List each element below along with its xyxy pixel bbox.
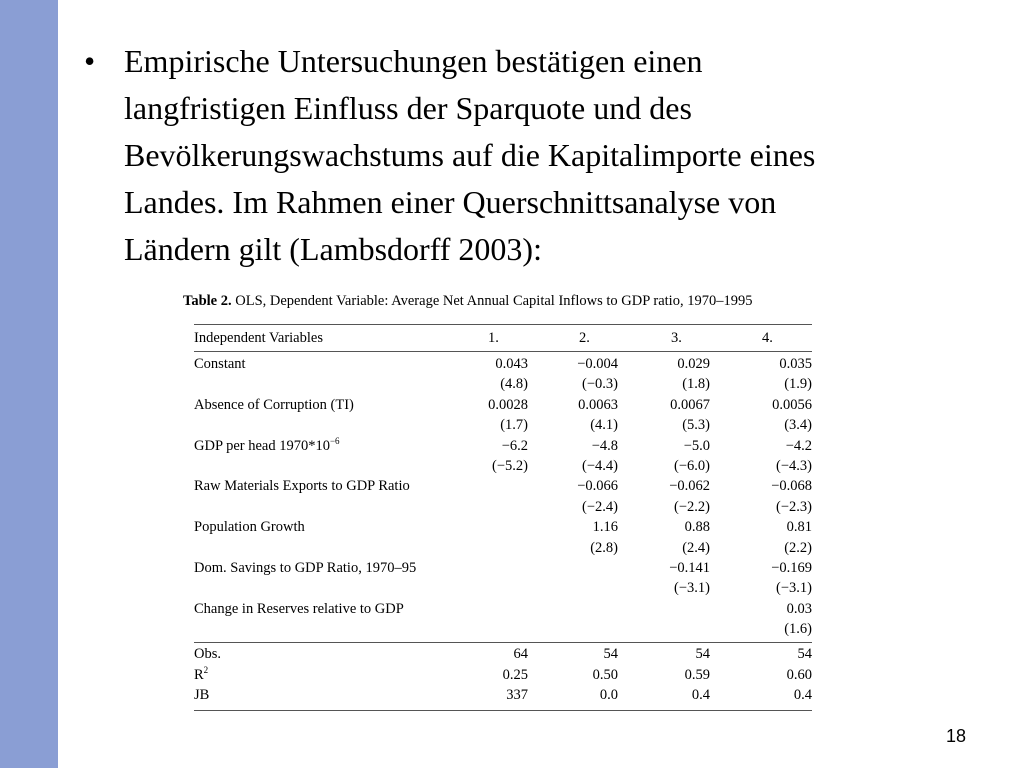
cell-model-3: −5.0 [683, 437, 710, 454]
cell-model-4: −0.068 [771, 478, 812, 495]
table-row [194, 476, 812, 496]
table-row [194, 374, 812, 394]
table-row [194, 665, 812, 685]
cell-model-4: (3.4) [784, 417, 812, 434]
bullet-line: Bevölkerungswachstums auf die Kapitalimporte eines [124, 137, 816, 173]
table-row [194, 456, 812, 476]
header-col-2: 2. [579, 330, 590, 346]
table-row [194, 415, 812, 435]
bullet-icon: • [84, 43, 96, 79]
cell-model-1: 0.25 [502, 666, 528, 683]
cell-model-2: −0.004 [577, 356, 618, 372]
table-row [194, 644, 812, 664]
header-col-4: 4. [762, 330, 773, 346]
table-row [194, 538, 812, 558]
cell-model-4: (−2.3) [776, 498, 812, 515]
table-row [194, 497, 812, 517]
row-label [194, 354, 246, 374]
row-label [194, 599, 404, 619]
cell-model-2: (4.1) [590, 417, 618, 434]
cell-model-2: −4.8 [591, 437, 618, 454]
cell-model-4: 0.035 [779, 356, 812, 372]
cell-model-4: (−3.1) [776, 580, 812, 597]
cell-model-3: (−3.1) [674, 580, 710, 597]
table-rule-bottom [194, 710, 812, 711]
cell-model-4: 0.4 [793, 687, 812, 704]
regression-table [183, 288, 823, 704]
row-label [194, 436, 340, 456]
cell-model-2: 1.16 [592, 519, 618, 536]
cell-model-4: 0.0056 [772, 396, 812, 413]
cell-model-3: (1.8) [682, 376, 710, 393]
table-rule-body [194, 642, 812, 643]
row-label [194, 665, 208, 685]
row-label-text: Population Growth [194, 519, 305, 536]
table-header-row [194, 325, 812, 351]
cell-model-1: 337 [506, 687, 528, 704]
cell-model-1: 0.0028 [488, 396, 528, 413]
table-row [194, 619, 812, 639]
cell-model-3: −0.141 [669, 559, 710, 576]
cell-model-4: −4.2 [785, 437, 812, 454]
cell-model-2: 0.0063 [578, 396, 618, 413]
cell-model-3: 0.88 [684, 519, 710, 536]
row-label-text: Raw Materials Exports to GDP Ratio [194, 478, 410, 495]
cell-model-1: (1.7) [500, 417, 528, 434]
cell-model-2: −0.066 [577, 478, 618, 495]
row-label-text: R [194, 666, 204, 683]
row-label-text: Absence of Corruption (TI) [194, 396, 354, 413]
row-label [194, 558, 416, 578]
cell-model-1: 64 [513, 646, 528, 663]
cell-model-3: (−6.0) [674, 457, 710, 474]
cell-model-4: (1.9) [784, 376, 812, 393]
row-label [194, 395, 354, 415]
bullet-line: Empirische Untersuchungen bestätigen einen [124, 43, 703, 79]
cell-model-1: 0.043 [495, 356, 528, 372]
header-col-1: 1. [488, 330, 499, 346]
row-label-text: Obs. [194, 646, 221, 663]
table-caption-label: Table 2. [183, 293, 232, 309]
table-rule-header [194, 351, 812, 352]
slide-side-bar [0, 0, 58, 768]
row-label-superscript: −6 [329, 435, 340, 446]
table-row [194, 599, 812, 619]
bullet-line: Landes. Im Rahmen einer Querschnittsanalyse von [124, 184, 777, 220]
table-row [194, 395, 812, 415]
header-col-3: 3. [671, 330, 682, 346]
table-caption [183, 288, 823, 314]
cell-model-1: (4.8) [500, 376, 528, 393]
row-label [194, 476, 410, 496]
row-label-text: Change in Reserves relative to GDP [194, 600, 404, 617]
cell-model-2: 0.50 [592, 666, 618, 683]
cell-model-3: 0.0067 [670, 396, 710, 413]
table-row [194, 517, 812, 537]
cell-model-3: 0.029 [677, 356, 710, 372]
cell-model-4: (2.2) [784, 539, 812, 556]
cell-model-4: 0.81 [786, 519, 812, 536]
row-label [194, 644, 221, 664]
cell-model-3: 0.4 [691, 687, 710, 704]
cell-model-4: (−4.3) [776, 457, 812, 474]
cell-model-2: (−4.4) [582, 457, 618, 474]
cell-model-4: −0.169 [771, 559, 812, 576]
cell-model-4: 0.03 [786, 600, 812, 617]
page-number: 18 [946, 726, 967, 746]
table-body [194, 354, 812, 639]
cell-model-2: (−2.4) [582, 498, 618, 515]
header-label: Independent Variables [194, 330, 323, 346]
cell-model-1: (−5.2) [492, 457, 528, 474]
cell-model-4: 54 [797, 646, 812, 663]
cell-model-3: (5.3) [682, 417, 710, 434]
table-footer [194, 644, 812, 705]
cell-model-2: 0.0 [599, 687, 618, 704]
row-label-text: GDP per head 1970*10 [194, 437, 330, 454]
table-row [194, 436, 812, 456]
cell-model-3: (−2.2) [674, 498, 710, 515]
cell-model-3: (2.4) [682, 539, 710, 556]
table-grid [194, 324, 812, 711]
cell-model-3: −0.062 [669, 478, 710, 495]
bullet-line: langfristigen Einfluss der Sparquote und des [124, 90, 692, 126]
cell-model-2: 54 [603, 646, 618, 663]
table-caption-text: OLS, Dependent Variable: Average Net Annual Capital Inflows to GDP ratio, 1970–1995 [235, 293, 753, 309]
cell-model-2: (2.8) [590, 539, 618, 556]
table-row [194, 578, 812, 598]
bullet-text [124, 38, 1004, 273]
cell-model-4: 0.60 [786, 666, 812, 683]
table-row [194, 558, 812, 578]
row-label [194, 517, 305, 537]
table-row [194, 685, 812, 705]
row-label-text: Dom. Savings to GDP Ratio, 1970–95 [194, 559, 417, 576]
table-row [194, 354, 812, 374]
cell-model-3: 54 [695, 646, 710, 663]
bullet-line: Ländern gilt (Lambsdorff 2003): [124, 231, 542, 267]
row-label-text: JB [194, 687, 210, 704]
row-label-text: Constant [194, 356, 246, 372]
cell-model-3: 0.59 [684, 666, 710, 683]
cell-model-1: −6.2 [501, 437, 528, 454]
cell-model-2: (−0.3) [582, 376, 618, 393]
cell-model-4: (1.6) [784, 621, 812, 638]
row-label [194, 685, 209, 705]
row-label-superscript: 2 [203, 665, 209, 676]
